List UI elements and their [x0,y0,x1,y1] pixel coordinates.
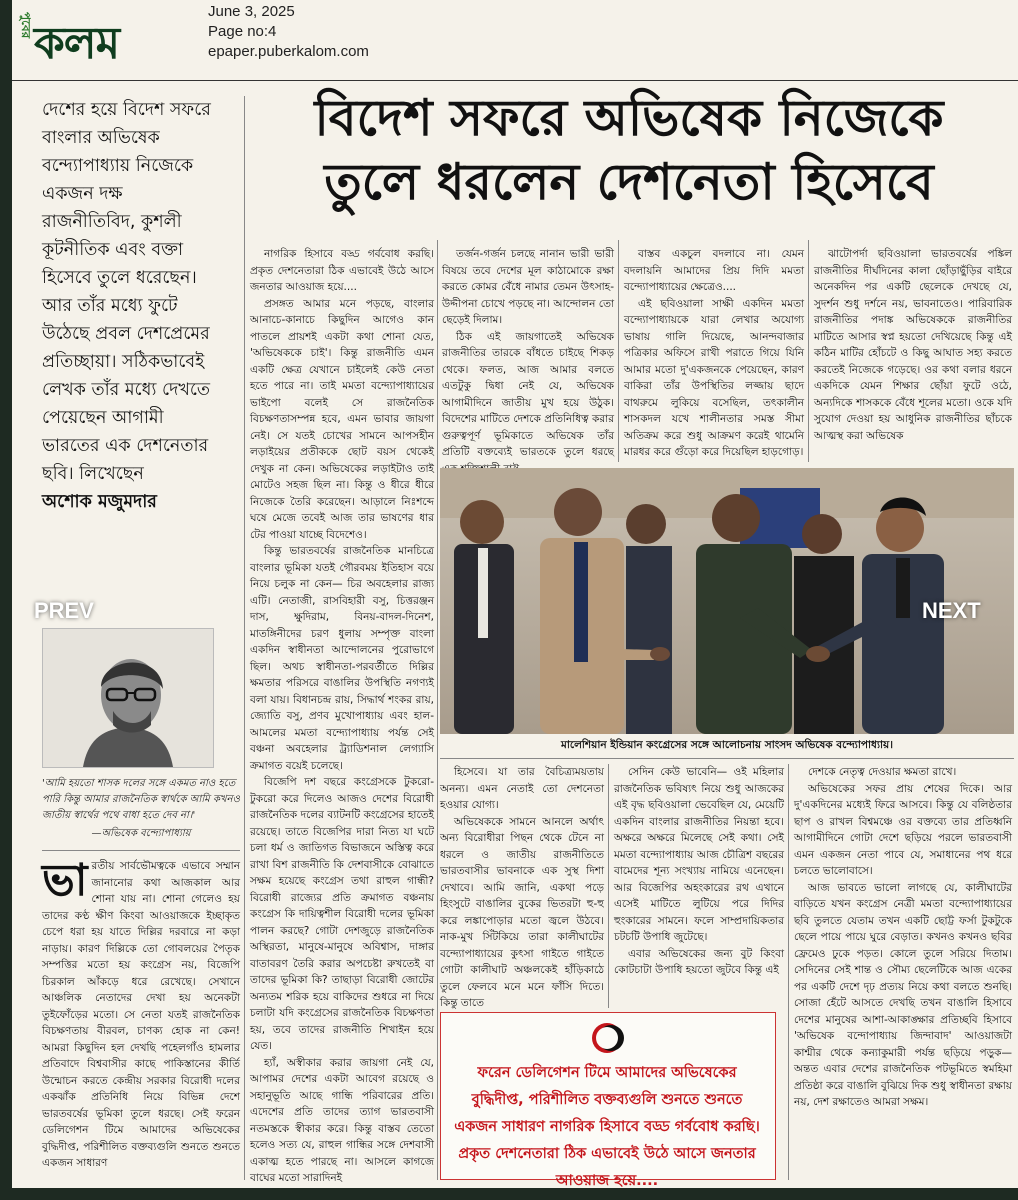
page-number: Page no:4 [208,23,277,40]
caption-divider [440,758,1014,759]
pull-quote-text: ফরেন ডেলিগেশন টিমে আমাদের অভিষেকের বুদ্ধিদীপ্ত, পরিশীলিত বক্তব্যগুলি শুনতে শুনতে একজন সাধারণ নাগরিক হিসাবে বড্ড গর্ববোধ করছি। প্রকৃত দেশনেতারা ঠিক এভাবেই উঠে আসে জনতার আওয়াজ হয়ে.... [454,1065,760,1189]
paragraph: হ্যাঁ, অস্বীকার করার জায়গা নেই যে, আপামর দেশের একটা আবেগ রয়েছে ও সহানুভূতি আছে গান্ধি পরিবারের প্রতি। এদেশের প্রতি তাদের ত্যাগ ভারতবাসী নতমস্তকে স্বীকার করে। কিন্তু বাস্তব তেতো হলেও সত্য যে, রাহুল গান্ধির সঙ্গে দেশবাসী একাত্ম হতে পারছে না। আসলে কাগজে বাঘের মতো সারাদিনই [250,1056,434,1184]
paragraph: ঝাটোপর্দা ছবিওয়ালা ভারতবর্ষের পঙ্কিল রাজনীতির দীর্ঘদিনের কালা ছোঁড়াছুঁড়ির বাইরে অনেকদিন পর একটি ছেলেকে দেখছে যে, সুদর্শন শুধু দর্শনে নয়, ভাবনাতেও। পারিবারিক রাজনীতির পদাঙ্ক অভিষেককে রাজনীতির মাটিতে আসার স্বপ্ন হয়তো দেখিয়েছে কিন্তু এই কঠিন মাটির হোঁচটে ও কিছু আঘাত সহ্য করতে করতেই নিজেকে গড়েছে। ওর কথা বলার ধরনে একদিকে যেমন শিক্ষার ছোঁয়া ফুটে ওঠে, অন্যদিকে শাসককে বেঁধে শূলের মতো। ওকে যদি সুযোগ দেওয়া হয় আধুনিক রাজনীতির ছাঁচকে আত্মস্থ করা অভিষেক [814,248,1012,442]
site-url[interactable]: epaper.puberkalom.com [208,43,369,60]
article-column-3-bottom [440,764,604,1008]
quote-divider [42,850,240,851]
newspaper-logo[interactable]: কলম [34,18,119,69]
paragraph: সেদিন কেউ ভাবেনি— ওই মহিলার রাজনৈতিক ভবিষ্যৎ নিয়ে শুধু আজকের এই বৃদ্ধ ছবিওয়ালা ভেবেছিল যে, মেয়েটি একদিন বাংলার রাজনীতির নিয়ন্তা হবে। অক্ষরে অক্ষরে মিলেছে সেই কথা। সেই মমতা বন্দ্যোপাধ্যায় আজ চৌত্রিশ বছরের বামেদের শূন্য সংখ্যায় নামিয়ে এনেছেন। আর বিজেপির অহংকারের রথ এখানে এসেই মাটিতে লুটিয়ে পরে দিদির হুংকারের সামনে। ফলে সাম্প্রদায়িকতার চটচটি উপাধি জুটেছে। [614,766,784,943]
paragraph: অভিষেকের সফর প্রায় শেষের দিকে। আর দু'একদিনের মধ্যেই ফিরে আসবে। কিন্তু যে বলিষ্ঠতার ছাপ ও রাখল বিশ্বমঞ্চে ওর বক্তব্যে তার প্রতিধ্বনি আগামীদিনে গোটা দেশে ছড়িয়ে পরলে ভারতবাসী এমন একজন নেতা পাবে যে, সমাধানের পথ ধরে চলতে ভালোবাসে। [794,782,1012,877]
article-intro [42,96,214,516]
author-portrait-sketch [43,629,213,767]
column-rule-4 [808,240,809,462]
article-column-5-top [814,246,1012,464]
masthead [12,0,1018,80]
quote-text: 'আমি হয়তো শাসক দলের সঙ্গে একমত নাও হতে পারি কিন্তু আমার রাজনৈতিক স্বার্থকে আমি কখনও জাতীয় স্বার্থের পথে বাধা হতে দেব না।' [42,778,240,821]
pull-quote-abhishek [42,776,240,842]
column-rule-3 [618,240,619,462]
edition-meta [208,2,369,62]
column-rule-6 [788,764,789,1180]
author-name: অশোক মজুমদার [42,492,157,512]
article-headline [244,86,1014,214]
article-column-4-top [624,246,804,464]
masthead-divider [12,80,1018,81]
column-rule-2 [437,240,438,1180]
paragraph: হিসেবে। যা তার বৈচিত্র্যময়তায় অনন্য। এমন নেতাই তো দেশনেতা হওয়ার যোগ্য। [440,766,604,811]
article-column-5-bottom [794,764,1012,1180]
paragraph: বাস্তব একচুল বদলাবে না। যেমন বদলায়নি আমাদের প্রিয় দিদি মমতা বন্দ্যোপাধ্যায়ের ক্ষেত্রেও.... [624,248,804,293]
edition-date: June 3, 2025 [208,3,295,20]
article-column-3-top [442,246,614,464]
author-portrait [42,628,214,768]
headline-line-1: বিদেশ সফরে অভিষেক নিজেকে [314,88,944,147]
headline-line-2: তুলে ধরলেন দেশনেতা হিসেবে [324,152,934,211]
column-rule-1 [244,96,245,1180]
paragraph: নাগরিক হিসাবে বড্ড গর্ববোধ করছি। প্রকৃত দেশনেতারা ঠিক এভাবেই উঠে আসে জনতার আওয়াজ হয়ে.... [250,248,434,293]
photo-caption: মালেশিয়ান ইন্ডিয়ান কংগ্রেসের সঙ্গে আলোচনায় সাংসদ অভিষেক বন্দ্যোপাধ্যায়। [561,739,893,751]
column-1-text: রতীয় সার্বভৌমত্বকে এভাবে সম্মান জানানোর কথা আজকাল আর শোনা যায় না। শোনা গেলেও হয় তাদের কণ্ঠ ক্ষীণ কিংবা আওয়াজকে ইচ্ছাকৃত চেপে ধরা হয় যাতে দিল্লির দরবারে না কড়া নাড়ায়। কারণ দিল্লিকে তো গোবলয়ের পৈতৃক সম্পত্তির মতো হয় কংগ্রেস নয়, বিজেপি চিরকাল আঁকড়ে ধরে রেখেছে। সেখানে আঞ্চলিক নেতাদের দেখা হয় অনেকটা তুইফোঁড়ের মতো। সে নেতা যতই রাজনৈতিক বিচক্ষণতায় বীরবল, চাণক্য হোক না কেন! আমরা কিছুদিন হল দেখছি পহেলগাঁও হামলার প্রতিবাদে বিশ্ববাসীর কাছে পাকিস্তানের কীর্তি উন্মোচন করতে কেন্দ্রীয় সরকার বিরোধী দলের একঝাঁক প্রতিনিধি নিয়ে বিভিন্ন দেশে ভারতবর্ষের ভূমিকা তুলে ধরছে। সেই ফরেন ডেলিগেশন টিমে আমাদের অভিষেকের বুদ্ধিদীপ্ত, পরিশীলিত বক্তব্যগুলি শুনতে শুনতে একজন সাধারণ [42,860,240,1169]
article-column-2 [250,246,434,1184]
left-margin-strip [0,0,12,1200]
logo-prefix: পুবের [19,12,33,39]
quote-mark-icon [587,1021,627,1055]
drop-cap: ভা [42,855,88,906]
paragraph: আজ ভাবতে ভালো লাগছে যে, কালীঘাটের বাড়িতে যখন কংগ্রেস নেত্রী মমতা বন্দ্যোপাধ্যায়ের ছবি তুলতে যেতাম তখন একটি ছোট্ট ফর্সা টুকটুকে ছেলে পায়ে পায়ে ঘুরে বেড়াত। কখনও কখনও ছবির ফ্রেমেও ঢুকে পড়ত। কোলে তুলে সরিয়ে দিতাম। সেদিনের সেই শান্ত ও সৌম্য ছেলেটিকে আজ একের পর একটি দেশে দৃঢ় প্রত্যয় নিয়ে কথা বলতে শুনছি। সোজা হেঁটে আসতে দেখছি তখন বাঙালি হিসাবে দেশের মানুষের আশা-আকাঙ্ক্ষার প্রতিচ্ছবি হিসাবে 'অভিষেক বন্দোপাধ্যায় জিন্দাবাদ' আওয়াজটা কাশ্মীর থেকে কন্যাকুমারী পর্যন্ত ছড়িয়ে পড়ুক— অন্তত এবার দেশের রাজনৈতিক পটভূমিতে স্বমহিমা প্রতিষ্ঠা করে বাঙালি বুঝিয়ে দিক শুধু স্বাধীনতা রক্ষায় নয়, দেশ রক্ষাতেও আমরা সক্ষম। [794,881,1012,1108]
prev-page-button[interactable]: PREV [34,598,94,623]
paragraph: ঠিক এই জায়গাতেই অভিষেক রাজনীতির তারকে বাঁধতে চাইছে শিকড় থেকে। ফলত, আজ আমার বলতে এতটুকু দ্বিধা নেই যে, অভিষেক আগামীদিনে জাতীয় মুখ হয়ে উঠুক। বিদেশের মাটিতে দেশকে প্রতিনিধিত্ব করার গুরুত্বপূর্ণ ভূমিকাতে অভিষেক তাঁর প্রতিটি বক্তব্যেই ভারতকে তুলে ধরছে [442,330,614,458]
paragraph: তর্জন-গর্জন চলছে নানান ভারী ভারী বিষয়ে তবে দেশের মূল কাঠামোকে রক্ষা করতে কোমর বেঁধে নামার তেমন উৎসাহ-উদ্দীপনা চোখে পড়ছে না। আন্দোলন তো ছেড়েই দিলাম। [442,248,614,326]
article-column-1 [42,855,240,1172]
paragraph: কিন্তু ভারতবর্ষের রাজনৈতিক মানচিত্রে বাংলার ভূমিকা যতই গৌরবময় ইতিহাস বয়ে নিয়ে চলুক না কেন— চির অবহেলার রাজ্য এটি। নেতাজী, রাসবিহারী বসু, চিত্তরঞ্জন দাস, ক্ষুদিরাম, বিনয়-বাদল-দিনেশ, মাতঙ্গিনীদের চরণ ধুলায় সম্পৃক্ত বাংলা একদিন স্বাধীনতা আন্দোলনের পুরোভাগে ছিল। অথচ স্বাধীনতা-পরবর্তীতে দিল্লির ক্ষমতার পরিসরে বাঙালির উপস্থিতি নগণ্যই বলা যায়। বিধানচন্দ্র রায়, সিদ্ধার্থ শংকর রায়, জ্যোতি বসু, প্রণব মুখোপাধ্যায় এবং হাল-আমলের মমতা বন্দ্যোপাধ্যায় পর্যন্ত সেই বঞ্চনা অবহেলার ট্র্যাডিশনাল লেগ্যাসি ক্রমাগত বয়েই চলেছে। [250,545,434,772]
column-rule-5 [608,764,609,1008]
paragraph: অভিষেককে সামনে আনলে অর্থাৎ অন্য বিরোধীরা পিছন থেকে টেনে না ধরলে ও জাতীয় রাজনীতিতে ভারতবাসীর ভাবনাকে এক সুস্থ দিশা দেখাবে। আমি জানি, একথা পড়ে হিংসুটে বাঙালির বুকের ভিতরটা হু-হু করে লঙ্কাপোড়ার মতো জ্বলে উঠবে। নাক-মুখ সিঁটকিয়ে তারা কালীঘাটের বন্দ্যোপাধ্যায়ের কুৎসা গাইতে গাইতে গোটা কালীঘাট অঞ্চলকেই হাঁড়িকাঠে তুলে ফেলবে মনে মনে ফাঁসি দিতে। কিন্তু তাতে [440,815,604,1009]
intro-text: দেশের হয়ে বিদেশ সফরে বাংলার অভিষেক বন্দ্যোপাধ্যায় নিজেকে একজন দক্ষ রাজনীতিবিদ, কুশলী কূটনীতিক এবং বক্তা হিসেবে তুলে ধরেছেন। আর তাঁর মধ্যে ফুটে উঠেছে প্রবল দেশপ্রেমের প্রতিচ্ছায়া। সঠিকভাবেই লেখক তাঁর মধ্যে দেখতে পেয়েছেন আগামী ভারতের এক দেশনেতার ছবি। লিখেছেন [42,100,211,484]
paragraph: এই ছবিওয়ালা সাক্ষী একদিন মমতা বন্দ্যোপাধ্যায়কে যারা লেখার অযোগ্য ভাষায় গালি দিয়েছে, আনন্দবাজার পত্রিকার অফিসে রাখী পরাতে গিয়ে যিনি আমার মতো দু'একজনকে পেয়েছেন, কারণ বাকিরা তাঁর উপস্থিতির লজ্জায় ছাদে বাথরুমে লুকিয়ে বসেছিল, তৎকালীন শাসকদল যখে শালীনতার সমস্ত সীমা অতিক্রম করে শুধু আক্রমণ করেই থামেনি মারধর করে গুঁড়ো করে দিয়েছিল হাড়গোড়। [624,297,804,458]
next-page-button[interactable]: NEXT [922,598,981,623]
paragraph: বিজেপি দশ বছরে কংগ্রেসকে টুকরো-টুকরো করে দিলেও আজও দেশের বিরোধী রাজনৈতিক দলের ব্যাটনটি কংগ্রেসের হাতেই রয়েছে। তাতে বিজেপির দারা নিত্য যা ঘটে চলা ধর্ম ও জাতিগত বিভাজনে অস্তিত্ব করে রাখা বিশ রাজনীতি কি দেশবাসীকে বোঝাতে সক্ষম হয়েছে কংগ্রেস তথা রাহুল গান্ধী? বিরোধী রাজ্যের প্রতি ক্রমাগত বঞ্চনায় কংগ্রেস কি দায়িত্বশীল বিরোধী দলের ভূমিকা পালন করছে? গোটা দেশজুড়ে রাজনৈতিক অস্থিরতা, মানুষে-মানুষে অবিশ্বাস, দাঙ্গার বাতাবরণ তৈরি করার অপচেষ্টা রুখতেই বা তাদের ভূমিকা কি? তাছাড়া বিরোধী জোটের অন্যতম শরিক হয়ে বাকিদের শুধরে না দিয়ে চলাটা যদি কংগ্রেসের রাজনৈতিক বিচক্ষণতা হয়, তবে তাদের রাজনীতি শিখাইন হয়ে যেত। [250,776,434,1052]
paragraph: দেশকে নেতৃত্ব দেওয়ার ক্ষমতা রাখে। [808,766,957,778]
paragraph: এবার অভিষেকের জন্য বুট কিংবা কোটচাটা উপাধি হয়তো জুটবে কিন্তু এই [614,947,784,976]
paragraph: প্রসঙ্গত আমার মনে পড়ছে, বাংলার আনাচে-কানাচে কিছুদিন আগেও কান পাতলে প্রায়শই একটা কথা শোনা যেত, 'অভিষেককে চাই'। কিন্তু রাজনীতি এমন একটি ক্ষেত্র যেখানে চাইলেই কেউ নেতা হতে পারে না। তাই মমতা বন্দ্যোপাধ্যায়ের ভাইপো বলেই সে রাজনৈতিক বিচক্ষণতাসম্পন্ন হবে, এমন ভাবার জায়গা নেই। সে যতই চোখের সামনে আপসহীন লড়াইয়ের প্রতীককে ছোট বয়স থেকেই দেখুক না কেন। অভিষেকের লড়াইটাও তাই মোটেও সহজ ছিল না। কিন্তু ও ধীরে ধীরে নিজেকে তৈরি করেছেন। আড়ালে নিঃশব্দে ঘষে মেজে তবেই আজ তার ভাষণের ধার টের পাওয়া যাচ্ছে বিদেশেও। [250,297,434,541]
article-column-4-bottom [614,764,784,1008]
newspaper-page [12,0,1018,1188]
quote-attribution: —অভিষেক বন্দ্যোপাধ্যায় [91,828,191,839]
